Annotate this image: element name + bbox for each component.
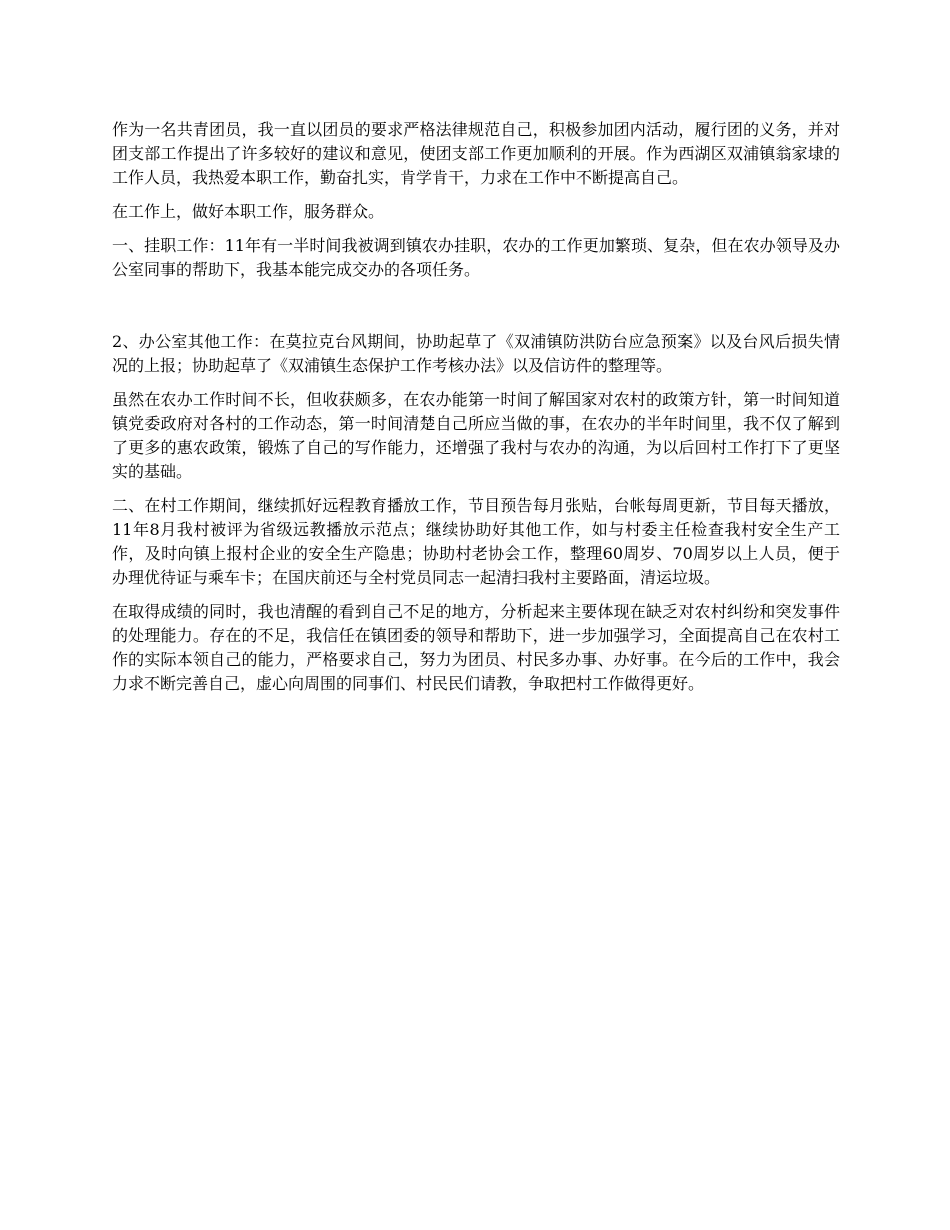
- paragraph-village-work: 二、在村工作期间，继续抓好远程教育播放工作，节目预告每月张贴，台帐每周更新，节目每天播放，11年8月我村被评为省级远教播放示范点；继续协助好其他工作，如与村委主任检查我村安全生产工作，及时向镇上报村企业的安全生产隐患；协助村老协会工作，整理60周岁、70周岁以上人员，便于办理优待证与乘车卡；在国庆前还与全村党员同志一起清扫我村主要路面，清运垃圾。: [112, 496, 840, 587]
- blank-gap: [112, 292, 840, 330]
- paragraph-gains: 虽然在农办工作时间不长，但收获颇多，在农办能第一时间了解国家对农村的政策方针，第一时间知道镇党委政府对各村的工作动态，第一时间清楚自己所应当做的事，在农办的半年时间里，我不仅了解到了更多的惠农政策，锻炼了自己的写作能力，还增强了我村与农办的沟通，为以后回村工作打下了更坚实的基础。: [112, 390, 840, 481]
- paragraph-intro: 作为一名共青团员，我一直以团员的要求严格法律规范自己，积极参加团内活动，履行团的义务，并对团支部工作提出了许多较好的建议和意见，使团支部工作更加顺利的开展。作为西湖区双浦镇翁家埭的工作人员，我热爱本职工作，勤奋扎实，肯学肯干，力求在工作中不断提高自己。: [112, 120, 840, 187]
- document-body: [112, 118, 840, 706]
- paragraph-secondment: 一、挂职工作：11年有一半时间我被调到镇农办挂职，农办的工作更加繁琐、复杂，但在农办领导及办公室同事的帮助下，我基本能完成交办的各项任务。: [112, 236, 840, 279]
- paragraph-work-summary: 在工作上，做好本职工作，服务群众。: [112, 202, 385, 221]
- paragraph-conclusion: 在取得成绩的同时，我也清醒的看到自己不足的地方，分析起来主要体现在缺乏对农村纠纷和突发事件的处理能力。存在的不足，我信任在镇团委的领导和帮助下，进一步加强学习，全面提高自己在农村工作的实际本领自己的能力，严格要求自己，努力为团员、村民多办事、办好事。在今后的工作中，我会力求不断完善自己，虚心向周围的同事们、村民民们请教，争取把村工作做得更好。: [112, 602, 840, 693]
- paragraph-office-work: 2、办公室其他工作：在莫拉克台风期间，协助起草了《双浦镇防洪防台应急预案》以及台风后损失情况的上报；协助起草了《双浦镇生态保护工作考核办法》以及信访件的整理等。: [112, 332, 840, 375]
